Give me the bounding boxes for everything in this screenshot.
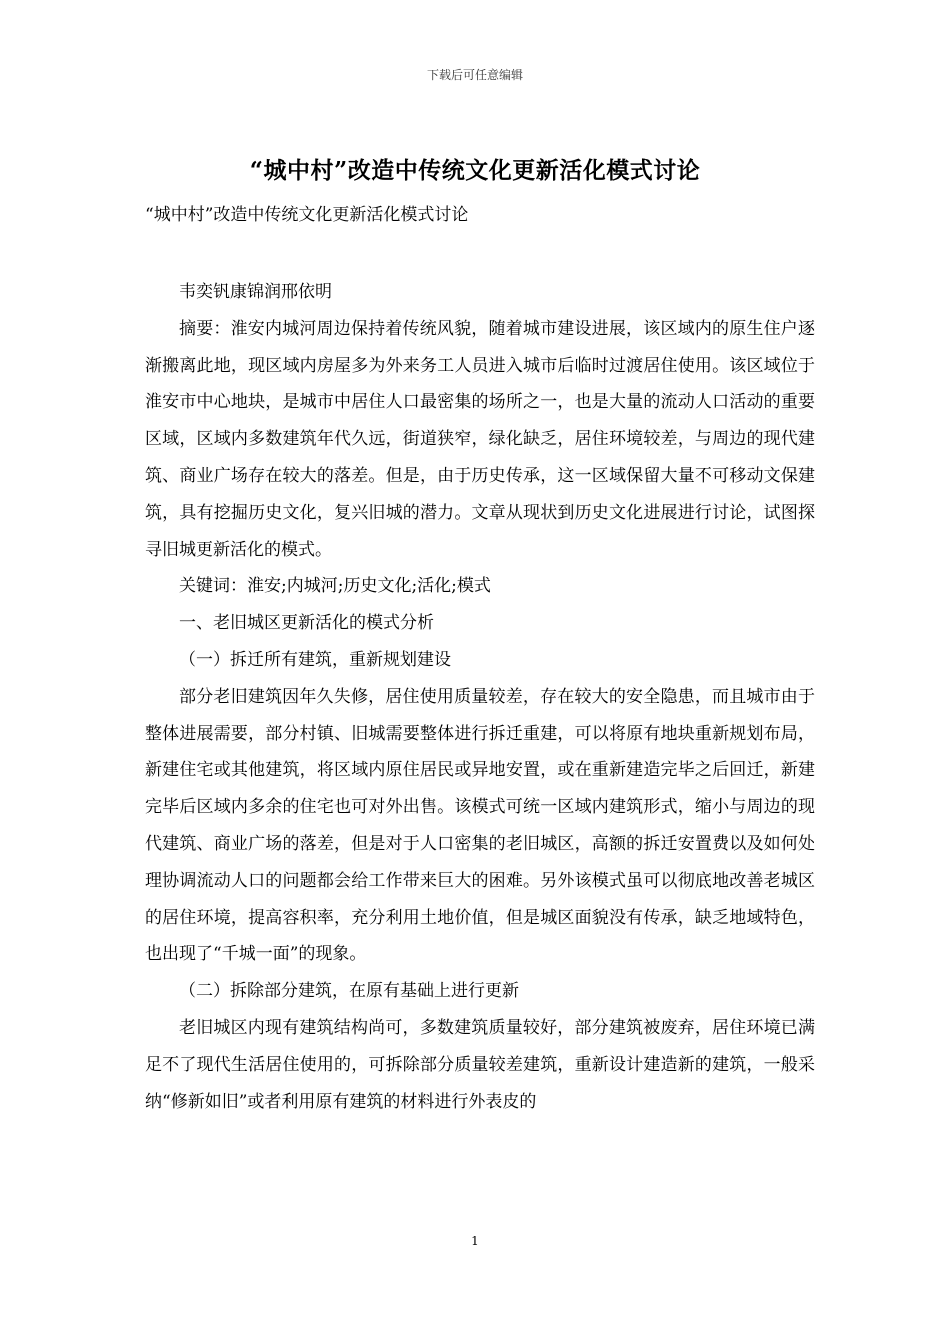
body-paragraph-1: 部分老旧建筑因年久失修，居住使用质量较差，存在较大的安全隐患，而且城市由于整体进展需要，部分村镇、旧城需要整体进行拆迁重建，可以将原有地块重新规划布局，新建住宅或其他建筑，将区域内原住居民或异地安置，或在重新建造完毕之后回迁，新建完毕后区域内多余的住宅也可对外出售。该模式可统一区域内建筑形式，缩小与周边的现代建筑、商业广场的落差，但是对于人口密集的老旧城区，高额的拆迁安置费以及如何处理协调流动人口的问题都会给工作带来巨大的困难。另外该模式虽可以彻底地改善老城区的居住环境，提高容积率，充分利用土地价值，但是城区面貌没有传承，缺乏地域特色，也出现了“千城一面”的现象。 [145,686,815,965]
subsection-heading-2: （二）拆除部分建筑，在原有基础上进行更新 [179,981,519,1002]
section-heading-1: 一、老旧城区更新活化的模式分析 [179,613,434,634]
authors: 韦奕钒康锦润邢依明 [179,282,332,302]
page-header: 下载后可任意编辑 [426,68,523,82]
document-body [145,274,815,1120]
abstract-paragraph: 摘要：淮安内城河周边保持着传统风貌，随着城市建设进展，该区域内的原生住户逐渐搬离此地，现区域内房屋多为外来务工人员进入城市后临时过渡居住使用。该区域位于淮安市中心地块，是城市中居住人口最密集的场所之一，也是大量的流动人口活动的重要区域，区域内多数建筑年代久远，街道狭窄，绿化缺乏，居住环境较差，与周边的现代建筑、商业广场存在较大的落差。但是，由于历史传承，这一区域保留大量不可移动文保建筑，具有挖掘历史文化，复兴旧城的潜力。文章从现状到历史文化进展进行讨论，试图探寻旧城更新活化的模式。 [145,318,815,560]
page-number: 1 [471,1234,479,1248]
keywords: 关键词：淮安;内城河;历史文化;活化;模式 [179,576,491,597]
document-title: “城中村”改造中传统文化更新活化模式讨论 [249,157,701,184]
document-subtitle: “城中村”改造中传统文化更新活化模式讨论 [145,205,469,225]
subsection-heading-1: （一）拆迁所有建筑，重新规划建设 [179,649,451,670]
body-paragraph-2: 老旧城区内现有建筑结构尚可，多数建筑质量较好，部分建筑被废弃，居住环境已满足不了现代生活居住使用的，可拆除部分质量较差建筑，重新设计建造新的建筑，一般采纳“修新如旧”或者利用原有建筑的材料进行外表皮的 [145,1017,815,1112]
